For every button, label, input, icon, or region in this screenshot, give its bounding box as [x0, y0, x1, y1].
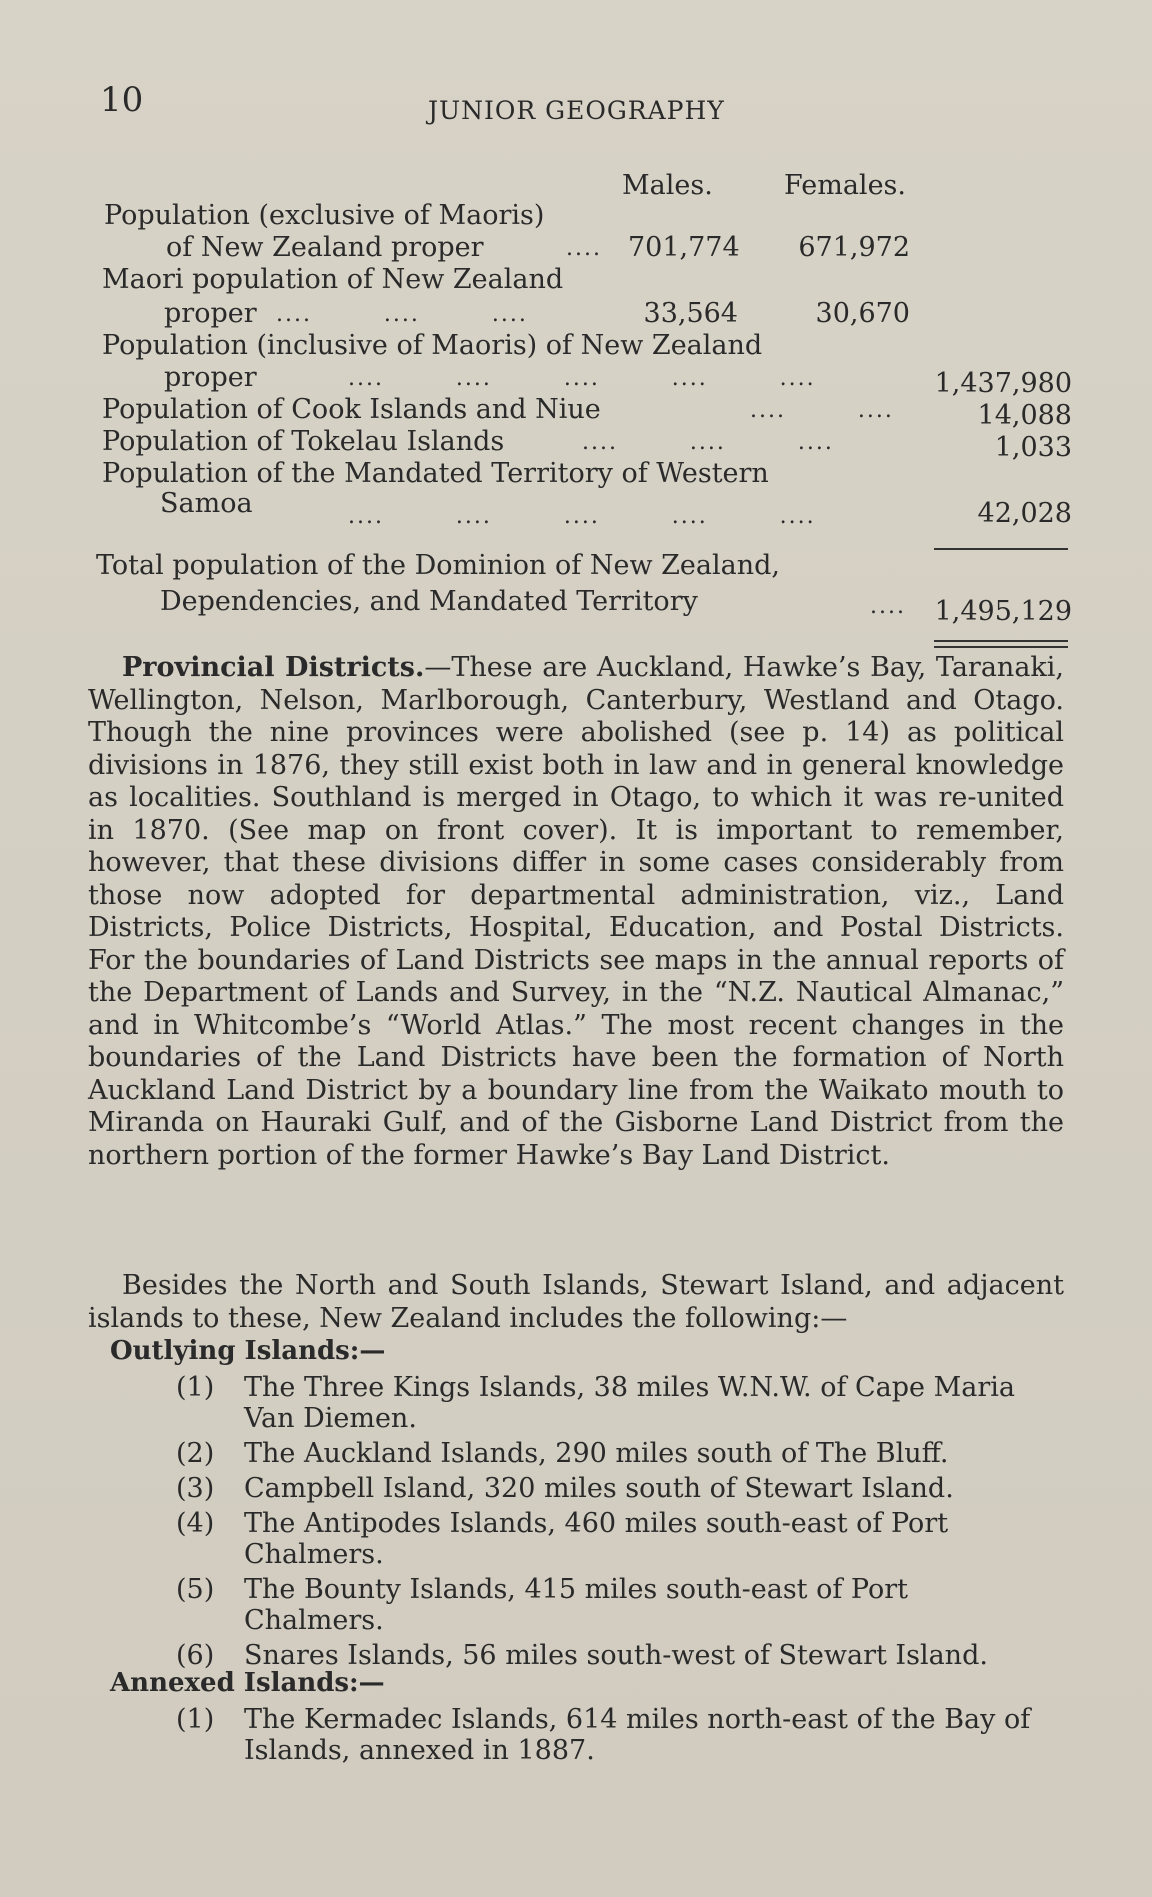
list-item — [176, 1372, 1056, 1434]
list-item — [176, 1574, 1056, 1636]
besides-text: Besides the North and South Islands, Stewart Island, and adjacent islands to these, New Zealand includes the following:— — [88, 1270, 1064, 1334]
table-row-label: of New Zealand proper — [166, 232, 484, 263]
leader-dots: .... .... .... .... .... — [348, 504, 816, 529]
list-text: The Three Kings Islands, 38 miles W.N.W. of Cape Maria Van Diemen. — [244, 1372, 1016, 1434]
list-text: The Antipodes Islands, 460 miles south-east of Port Chalmers. — [244, 1508, 949, 1570]
list-marker: (1) — [176, 1704, 215, 1735]
females-value: 30,670 — [815, 298, 910, 329]
list-item — [176, 1473, 1056, 1504]
females-value: 671,972 — [798, 232, 910, 263]
list-text: The Auckland Islands, 290 miles south of The Bluff. — [244, 1438, 949, 1469]
males-value: 33,564 — [643, 298, 738, 329]
table-row-label: Maori population of New Zealand — [102, 264, 564, 295]
list-marker: (4) — [176, 1508, 215, 1539]
table-row-label: Population (inclusive of Maoris) of New Zealand — [102, 330, 763, 361]
page-number: 10 — [100, 80, 144, 120]
list-marker: (2) — [176, 1438, 215, 1469]
list-marker: (5) — [176, 1574, 215, 1605]
leader-dots: .... — [566, 236, 602, 261]
list-item — [176, 1704, 1056, 1766]
list-text: Campbell Island, 320 miles south of Stewart Island. — [244, 1473, 954, 1504]
table-row-label: proper — [164, 298, 257, 329]
total-value: 1,033 — [994, 432, 1072, 463]
total-value: 1,437,980 — [934, 368, 1072, 399]
outlying-islands-heading: Outlying Islands:— — [110, 1336, 386, 1366]
list-text: Snares Islands, 56 miles south-west of Stewart Island. — [244, 1640, 988, 1671]
annexed-islands-heading: Annexed Islands:— — [110, 1668, 385, 1698]
sum-rule — [934, 548, 1068, 550]
provincial-heading: Provincial Districts. — [122, 652, 425, 683]
table-row-label: Population of Tokelau Islands — [102, 426, 505, 457]
list-marker: (6) — [176, 1640, 215, 1671]
leader-dots: .... — [870, 594, 906, 619]
total-double-rule — [934, 640, 1068, 648]
annexed-islands-list — [176, 1704, 1056, 1770]
provincial-districts-paragraph — [88, 652, 1064, 1172]
column-header-females: Females. — [784, 170, 906, 201]
column-header-males: Males. — [622, 170, 713, 201]
list-text: The Bounty Islands, 415 miles south-east of Port Chalmers. — [244, 1574, 909, 1636]
males-value: 701,774 — [628, 232, 740, 263]
list-item — [176, 1640, 1056, 1671]
table-row-label: Population of Cook Islands and Niue — [102, 394, 601, 425]
grand-total-label: Total population of the Dominion of New Zealand, — [96, 550, 780, 581]
leader-dots: .... .... .... .... .... — [348, 366, 816, 391]
leader-dots: .... .... .... — [276, 302, 528, 327]
table-row-label: Population of the Mandated Territory of Western — [102, 458, 769, 489]
leader-dots: .... .... — [750, 398, 894, 423]
total-value: 42,028 — [977, 498, 1072, 529]
provincial-text: —These are Auckland, Hawke’s Bay, Taranaki, Wellington, Nelson, Marlborough, Canterbury, Westland and Otago. Though the nine provinces were abolished (see p. 14) as political divisions in 1876, they still exist both in law and in general knowledge as localities. Southland is merged in Otago, to which it was re-united in 1870. (See map on front cover). It is important to remember, however, that these divisions differ in some cases considerably from those now adopted for departmental administration, viz., Land Districts, Police Districts, Hospital, Education, and Postal Districts. For the boundaries of Land Districts see maps in the annual reports of the Department of Lands and Survey, in the “N.Z. Nautical Almanac,” and in Whitcombe’s “World Atlas.” The most recent changes in the boundaries of the Land Districts have been the formation of North Auckland Land District by a boundary line from the Waikato mouth to Miranda on Hauraki Gulf, and of the Gisborne Land District from the northern portion of the former Hawke’s Bay Land District. — [88, 652, 1064, 1171]
outlying-islands-list — [176, 1372, 1056, 1675]
leader-dots: .... .... .... — [582, 430, 834, 455]
list-marker: (3) — [176, 1473, 215, 1504]
list-item — [176, 1508, 1056, 1570]
list-marker: (1) — [176, 1372, 215, 1403]
table-row-label: proper — [164, 362, 257, 393]
list-text: The Kermadec Islands, 614 miles north-east of the Bay of Islands, annexed in 1887. — [244, 1704, 1031, 1766]
grand-total-label: Dependencies, and Mandated Territory — [160, 586, 698, 617]
table-row-label: Samoa — [160, 488, 253, 519]
running-head: JUNIOR GEOGRAPHY — [428, 96, 725, 125]
besides-paragraph — [88, 1270, 1064, 1335]
grand-total-value: 1,495,129 — [934, 596, 1072, 627]
total-value: 14,088 — [977, 400, 1072, 431]
table-row-label: Population (exclusive of Maoris) — [104, 200, 545, 231]
list-item — [176, 1438, 1056, 1469]
